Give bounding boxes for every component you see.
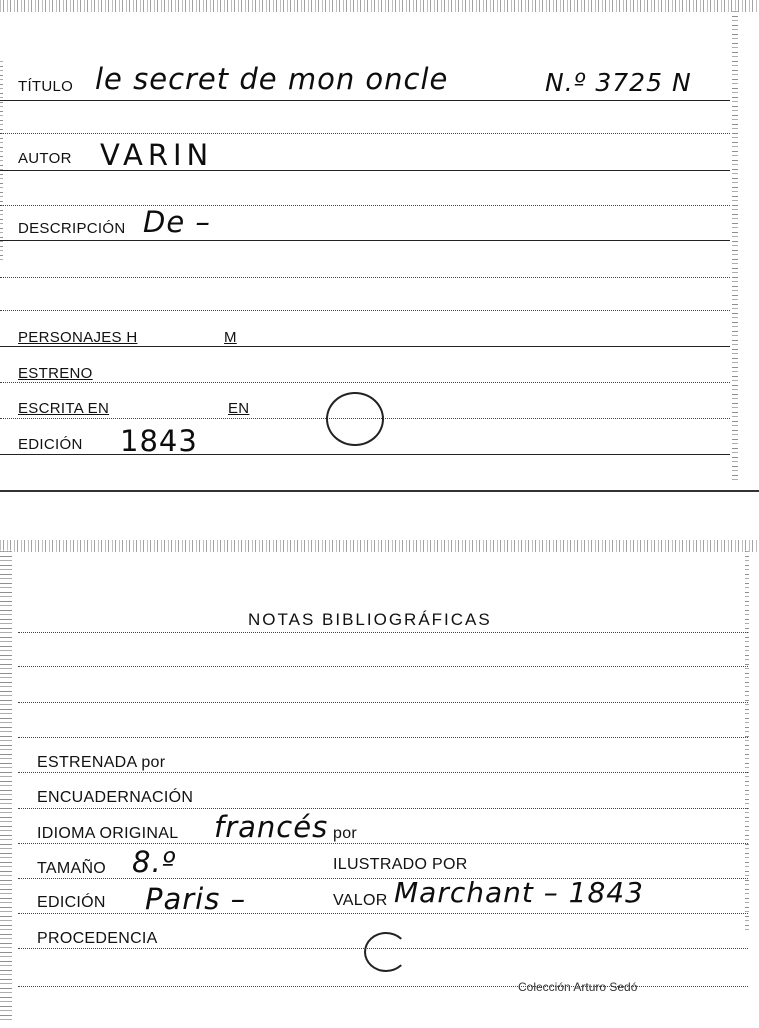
valor-value: Marchant – 1843 (394, 876, 644, 909)
rule-line (0, 100, 730, 101)
stamp-circle (326, 392, 384, 446)
encuadernacion-label: ENCUADERNACIÓN (37, 789, 194, 806)
rule-line (0, 133, 730, 134)
descripcion-value: De – (143, 205, 211, 239)
rule-line (0, 277, 730, 278)
valor-label: VALOR (333, 892, 388, 909)
rule-line (0, 346, 730, 347)
personajes-m-label: M (224, 329, 237, 346)
stamp-mark (364, 932, 408, 972)
rule-line (18, 632, 748, 633)
rule-line (18, 737, 748, 738)
tamano-value: 8.º (132, 845, 177, 879)
rule-line (0, 454, 730, 455)
scan-edge-left (0, 60, 3, 260)
idioma-value: francés (214, 810, 329, 844)
autor-label: AUTOR (18, 150, 72, 167)
scan-edge-left (0, 550, 12, 1020)
titulo-value: le secret de mon oncle (95, 62, 449, 96)
por-label: por (333, 825, 358, 842)
estreno-label: ESTRENO (18, 365, 93, 382)
rule-line (18, 986, 748, 987)
edicion-label: EDICIÓN (18, 436, 83, 453)
idioma-label: IDIOMA ORIGINAL (37, 825, 179, 842)
rule-line (18, 772, 748, 773)
personajes-label: PERSONAJES H (18, 329, 138, 346)
edicion-place-value: Paris – (145, 882, 247, 916)
notas-heading: NOTAS BIBLIOGRÁFICAS (248, 610, 492, 629)
edicion-value: 1843 (120, 424, 198, 458)
edicion-label-bottom: EDICIÓN (37, 894, 106, 911)
tamano-label: TAMAÑO (37, 860, 107, 877)
descripcion-label: DESCRIPCIÓN (18, 220, 126, 237)
scan-edge-right (732, 10, 738, 480)
scan-noise-bottom (0, 540, 759, 552)
rule-line (18, 808, 748, 809)
rule-line (0, 382, 730, 383)
card-divider (0, 490, 759, 492)
escrita-label: ESCRITA EN (18, 400, 110, 417)
scan-edge-right (745, 550, 749, 930)
titulo-label: TÍTULO (18, 78, 74, 95)
en-label: EN (228, 400, 250, 417)
rule-line (18, 666, 748, 667)
rule-line (0, 205, 730, 206)
numero-value: N.º 3725 N (545, 68, 692, 97)
rule-line (18, 913, 748, 914)
ilustrado-label: ILUSTRADO POR (333, 856, 468, 873)
rule-line (0, 310, 730, 311)
scan-noise-top (0, 0, 759, 12)
top-catalog-card (0, 0, 759, 492)
estrenada-label: ESTRENADA por (37, 754, 166, 771)
rule-line (18, 843, 748, 844)
rule-line (0, 240, 730, 241)
bottom-catalog-card (0, 540, 759, 1028)
autor-value: VARIN (100, 138, 214, 172)
procedencia-label: PROCEDENCIA (37, 930, 158, 947)
collection-credit: Colección Arturo Sedó (518, 980, 638, 994)
rule-line (18, 702, 748, 703)
